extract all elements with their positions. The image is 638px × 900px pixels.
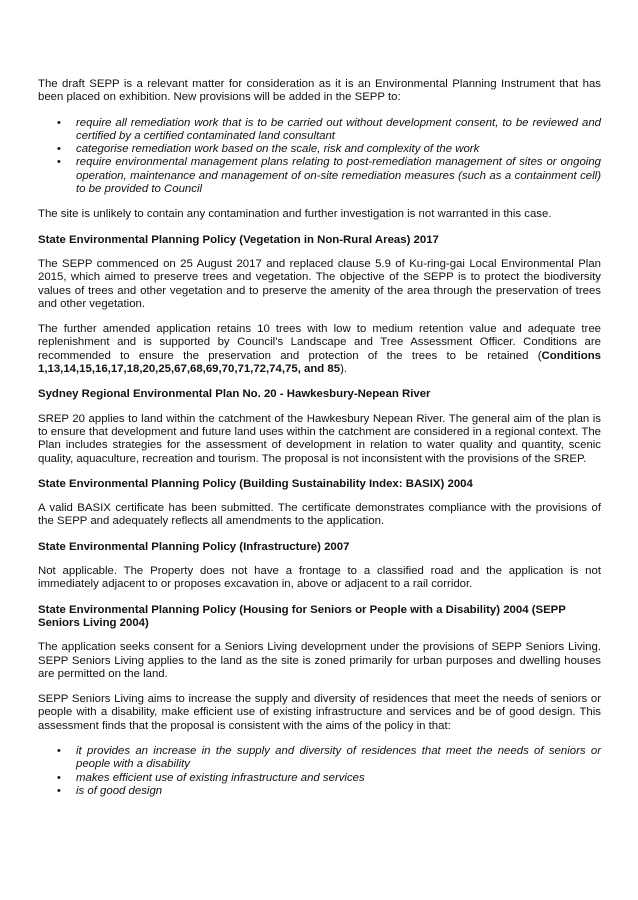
bullet-icon: • <box>57 156 61 169</box>
list-item: • require all remediation work that is to be carried out without development consent, to be reviewed and certified by a certified contaminated land consultant <box>57 116 601 142</box>
seniors-heading: State Environmental Planning Policy (Housing for Seniors or People with a Disability) 2004 (SEPP Seniors Living 2004) <box>38 603 566 629</box>
list-item: • is of good design <box>57 784 163 797</box>
remediation-bullet-list <box>38 117 601 197</box>
bullet-icon: • <box>57 116 61 129</box>
intro-paragraph: The draft SEPP is a relevant matter for consideration as it is an Environmental Planning Instrument that has been placed on exhibition. New provisions will be added in the SEPP to: <box>38 78 601 104</box>
list-item: • makes efficient use of existing infrastructure and services <box>57 771 365 784</box>
bullet-icon: • <box>57 771 61 784</box>
list-item: • require environmental management plans relating to post-remediation management of sites or ongoing operation, maintenance and management of on-site remediation measures (such as a containment cell) to be provided to Council <box>57 156 601 196</box>
vegetation-paragraph-2: The further amended application retains 10 trees with low to medium retention value and adequate tree replenishment and is supported by Council’s Landscape and Tree Assessment Officer. Conditions are recommended to ensure the preservation and protection of the trees to be retained (Conditions 1,13,14,15,16,17,18,20,25,67,68,69,70,71,72,74,75, and 85). <box>38 323 601 376</box>
srep-paragraph: SREP 20 applies to land within the catchment of the Hawkesbury Nepean River. The general aim of the plan is to ensure that development and future land uses within the catchment are considered in a regional context. The Plan includes strategies for the assessment of development in relation to water quality and quantity, scenic quality, aquaculture, recreation and tourism. The proposal is not inconsistent with the provisions of the SREP. <box>38 412 601 465</box>
document-page <box>38 78 601 798</box>
seniors-bullet-list <box>38 745 601 798</box>
seniors-paragraph-2: SEPP Seniors Living aims to increase the supply and diversity of residences that meet the needs of seniors or people with a disability, make efficient use of existing infrastructure and services and be of good design. This assessment finds that the proposal is consistent with the aims of the policy in that: <box>38 693 601 732</box>
infrastructure-paragraph: Not applicable. The Property does not have a frontage to a classified road and the application is not immediately adjacent to or proposes excavation in, above or adjacent to a rail corridor. <box>38 565 601 591</box>
vegetation-paragraph-1: The SEPP commenced on 25 August 2017 and replaced clause 5.9 of Ku-ring-gai Local Environmental Plan 2015, which aimed to preserve trees and vegetation. The objective of the SEPP is to protect the biodiversity values of trees and other vegetation and to preserve the amenity of the area through the preservation of trees and other vegetation. <box>38 257 601 310</box>
list-item: • categorise remediation work based on the scale, risk and complexity of the work <box>57 143 480 156</box>
list-item: • it provides an increase in the supply and diversity of residences that meet the needs of seniors or people with a disability <box>57 744 601 771</box>
basix-paragraph: A valid BASIX certificate has been submitted. The certificate demonstrates compliance with the provisions of the SEPP and adequately reflects all amendments to the application. <box>38 502 601 528</box>
seniors-paragraph-1: The application seeks consent for a Seniors Living development under the provisions of SEPP Seniors Living. SEPP Seniors Living applies to the land as the site is zoned primarily for urban purposes and dwelling houses are permitted on the land. <box>38 641 601 680</box>
srep-heading: Sydney Regional Environmental Plan No. 20 - Hawkesbury-Nepean River <box>38 388 431 401</box>
vegetation-heading: State Environmental Planning Policy (Vegetation in Non-Rural Areas) 2017 <box>38 233 439 246</box>
bullet-icon: • <box>57 784 61 797</box>
infrastructure-heading: State Environmental Planning Policy (Infrastructure) 2007 <box>38 540 350 553</box>
conditions-list: Conditions 1,13,14,15,16,17,18,20,25,67,68,69,70,71,72,74,75, and 85 <box>38 349 601 376</box>
basix-heading: State Environmental Planning Policy (Building Sustainability Index: BASIX) 2004 <box>38 477 473 490</box>
bullet-icon: • <box>57 744 61 757</box>
contamination-paragraph: The site is unlikely to contain any contamination and further investigation is not warranted in this case. <box>38 208 552 221</box>
bullet-icon: • <box>57 143 61 156</box>
